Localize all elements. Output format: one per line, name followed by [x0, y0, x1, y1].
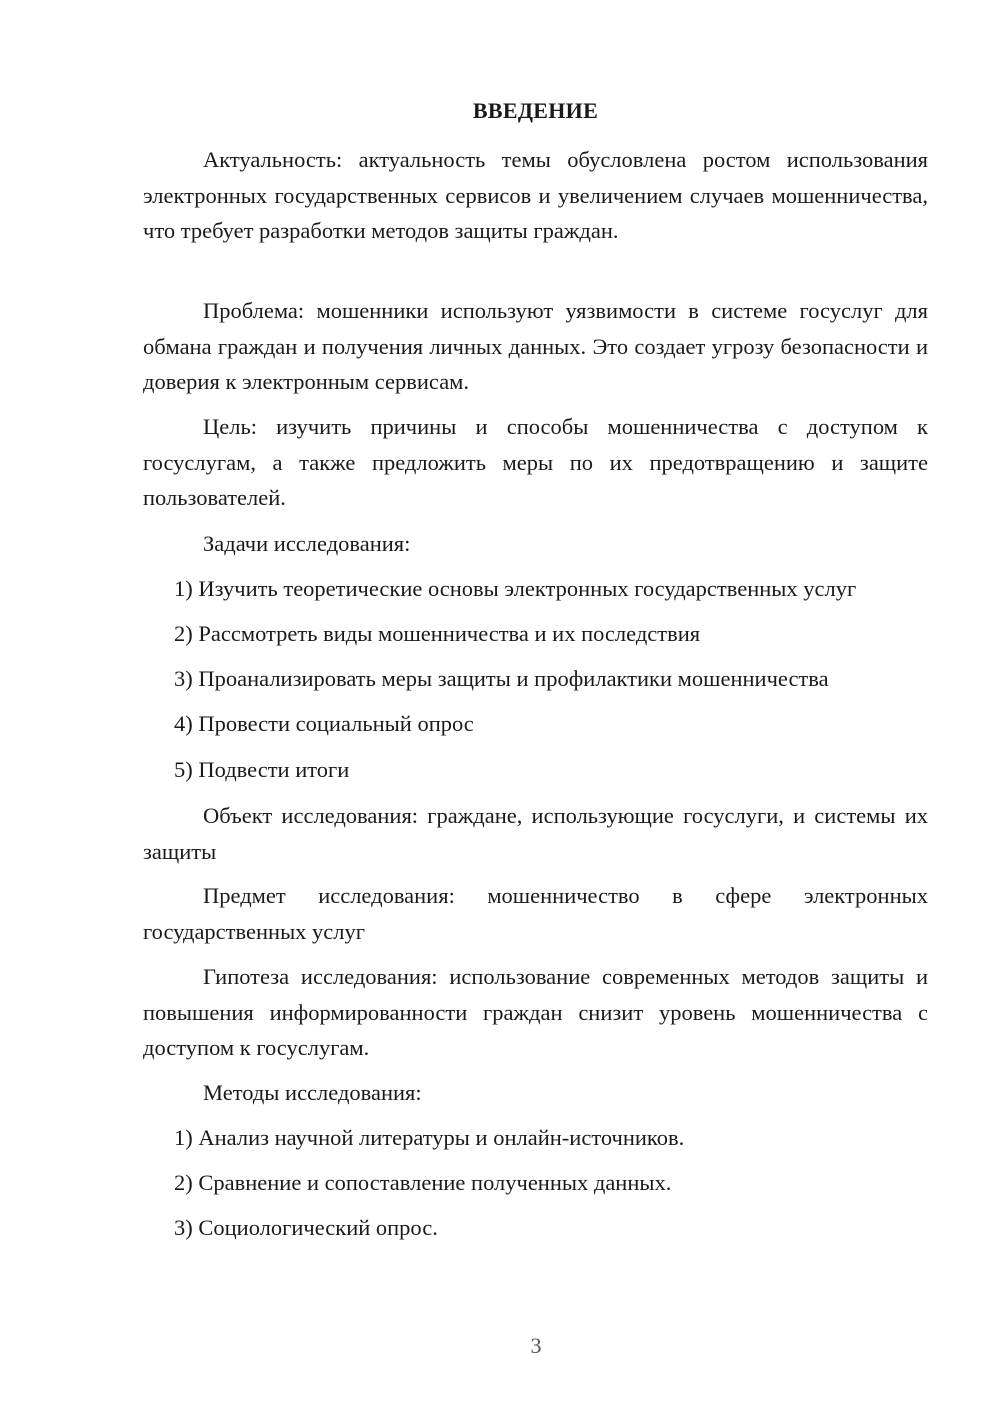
task-item-5: 5) Подвести итоги: [174, 757, 350, 782]
method-item-3: 3) Социологический опрос.: [174, 1215, 438, 1240]
paragraph-hypothesis: Гипотеза исследования: использование современных методов защиты и повышения информированности граждан снизит уровень мошенничества с доступом к госуслугам.: [143, 964, 928, 1060]
page-number: 3: [530, 1333, 542, 1358]
method-item-1: 1) Анализ научной литературы и онлайн-источников.: [174, 1125, 685, 1150]
task-item-3: 3) Проанализировать меры защиты и профилактики мошенничества: [174, 666, 829, 691]
paragraph-subject: Предмет исследования: мошенничество в сфере электронных государственных услуг: [143, 883, 928, 944]
task-item-1: 1) Изучить теоретические основы электронных государственных услуг: [174, 576, 857, 601]
paragraph-problem: Проблема: мошенники используют уязвимости в системе госуслуг для обмана граждан и получения личных данных. Это создает угрозу безопасности и доверия к электронным сервисам.: [143, 298, 928, 394]
methods-title: Методы исследования:: [203, 1080, 422, 1105]
task-item-2: 2) Рассмотреть виды мошенничества и их последствия: [174, 621, 701, 646]
method-item-2: 2) Сравнение и сопоставление полученных данных.: [174, 1170, 672, 1195]
paragraph-object: Объект исследования: граждане, использующие госуслуги, и системы их защиты: [143, 803, 928, 864]
paragraph-relevance: Актуальность: актуальность темы обусловлена ростом использования электронных государственных сервисов и увеличением случаев мошенничества, что требует разработки методов защиты граждан.: [143, 147, 928, 243]
task-item-4: 4) Провести социальный опрос: [174, 711, 474, 736]
page-title: ВВЕДЕНИЕ: [472, 98, 599, 123]
tasks-title: Задачи исследования:: [203, 531, 411, 556]
paragraph-goal: Цель: изучить причины и способы мошенничества с доступом к госуслугам, а также предложить меры по их предотвращению и защите пользователей.: [143, 414, 928, 510]
